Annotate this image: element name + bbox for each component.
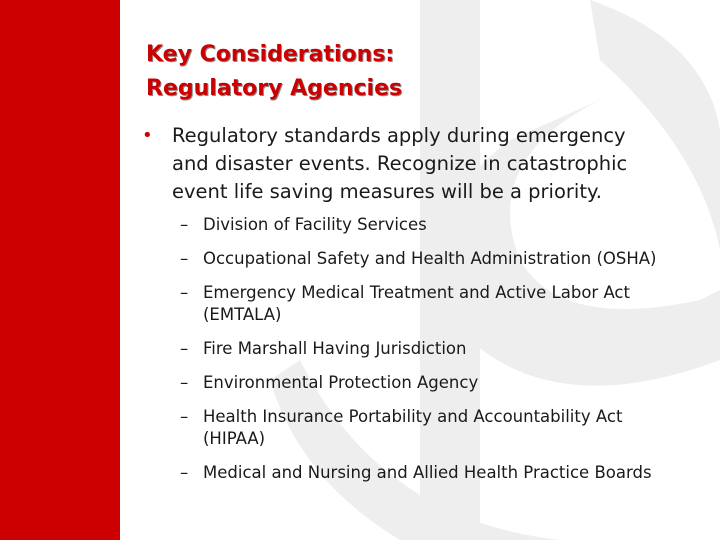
dash-marker: –	[180, 339, 189, 358]
dash-marker: –	[180, 283, 189, 302]
list-item	[180, 248, 710, 270]
dash-marker: –	[180, 407, 189, 426]
list-item-text: Fire Marshall Having Jurisdiction	[203, 339, 467, 358]
list-item	[180, 282, 710, 326]
list-item	[180, 214, 710, 236]
list-item-text: Occupational Safety and Health Administration (OSHA)	[203, 249, 657, 268]
title-line: Key Considerations:	[146, 42, 395, 67]
main-bullet-text	[172, 122, 627, 206]
bullet-marker-icon: •	[142, 125, 153, 146]
agency-list	[180, 214, 710, 496]
main-bullet	[142, 122, 702, 206]
list-item	[180, 372, 710, 394]
list-item-text: (EMTALA)	[203, 305, 282, 324]
title-line: Regulatory Agencies	[146, 76, 403, 101]
main-bullet-line: event life saving measures will be a priority.	[172, 180, 602, 203]
list-item	[180, 406, 710, 450]
list-item-text: Emergency Medical Treatment and Active Labor Act	[203, 283, 630, 302]
slide-title	[146, 38, 686, 106]
dash-marker: –	[180, 373, 189, 392]
main-bullet-line: Regulatory standards apply during emergency	[172, 124, 626, 147]
list-item-text: Health Insurance Portability and Accountability Act	[203, 407, 623, 426]
main-bullet-line: and disaster events. Recognize in catastrophic	[172, 152, 628, 175]
list-item-text: Division of Facility Services	[203, 215, 427, 234]
dash-marker: –	[180, 463, 189, 482]
dash-marker: –	[180, 249, 189, 268]
list-item-text: Environmental Protection Agency	[203, 373, 479, 392]
list-item-text: Medical and Nursing and Allied Health Practice Boards	[203, 463, 652, 482]
list-item-text: (HIPAA)	[203, 429, 266, 448]
list-item	[180, 462, 710, 484]
list-item	[180, 338, 710, 360]
dash-marker: –	[180, 215, 189, 234]
